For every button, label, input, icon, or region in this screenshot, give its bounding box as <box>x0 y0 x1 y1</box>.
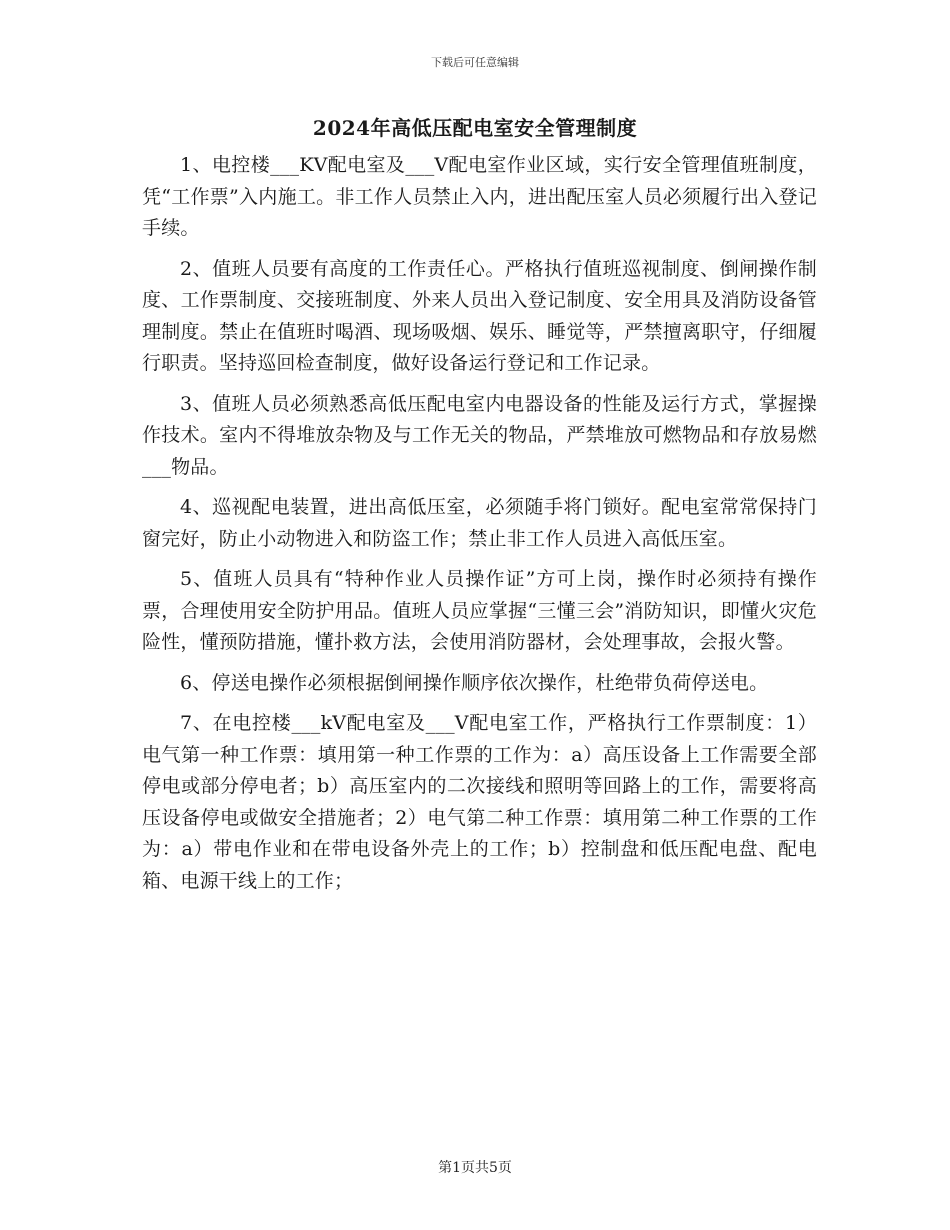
paragraph-6: 6、停送电操作必须根据倒闸操作顺序依次操作，杜绝带负荷停送电。 <box>180 671 769 694</box>
paragraph-2: 2、值班人员要有高度的工作责任心。严格执行值班巡视制度、倒闸操作制度、工作票制度、交接班制度、外来人员出入登记制度、安全用具及消防设备管理制度。禁止在值班时喝酒、现场吸烟、娱乐、睡觉等，严禁擅离职守，仔细履行职责。坚持巡回检查制度，做好设备运行登记和工作记录。 <box>142 257 817 374</box>
page-footer: 第1页共5页 <box>438 1160 512 1176</box>
paragraph-3: 3、值班人员必须熟悉高低压配电室内电器设备的性能及运行方式，掌握操作技术。室内不得堆放杂物及与工作无关的物品，严禁堆放可燃物品和存放易燃___物品。 <box>142 392 817 478</box>
document-title: 2024年高低压配电室安全管理制度 <box>312 116 638 140</box>
paragraph-7: 7、在电控楼___kV配电室及___V配电室工作，严格执行工作票制度：1）电气第一种工作票：填用第一种工作票的工作为：a）高压设备上工作需要全部停电或部分停电者；b）高压室内的二次接线和照明等回路上的工作，需要将高压设备停电或做安全措施者；2）电气第二种工作票：填用第二种工作票的工作为：a）带电作业和在带电设备外壳上的工作；b）控制盘和低压配电盘、配电箱、电源干线上的工作； <box>142 712 817 892</box>
header-note: 下载后可任意编辑 <box>431 56 519 69</box>
document-body <box>142 150 817 906</box>
paragraph-5: 5、值班人员具有“特种作业人员操作证”方可上岗，操作时必须持有操作票，合理使用安全防护用品。值班人员应掌握“三懂三会”消防知识，即懂火灾危险性，懂预防措施，懂扑救方法，会使用消防器材，会处理事故，会报火警。 <box>142 568 817 653</box>
paragraph-1: 1、电控楼___KV配电室及___V配电室作业区域，实行安全管理值班制度，凭“工作票”入内施工。非工作人员禁止入内，进出配压室人员必须履行出入登记手续。 <box>142 154 817 239</box>
paragraph-4: 4、巡视配电装置，进出高低压室，必须随手将门锁好。配电室常常保持门窗完好，防止小动物进入和防盗工作；禁止非工作人员进入高低压室。 <box>142 496 817 550</box>
